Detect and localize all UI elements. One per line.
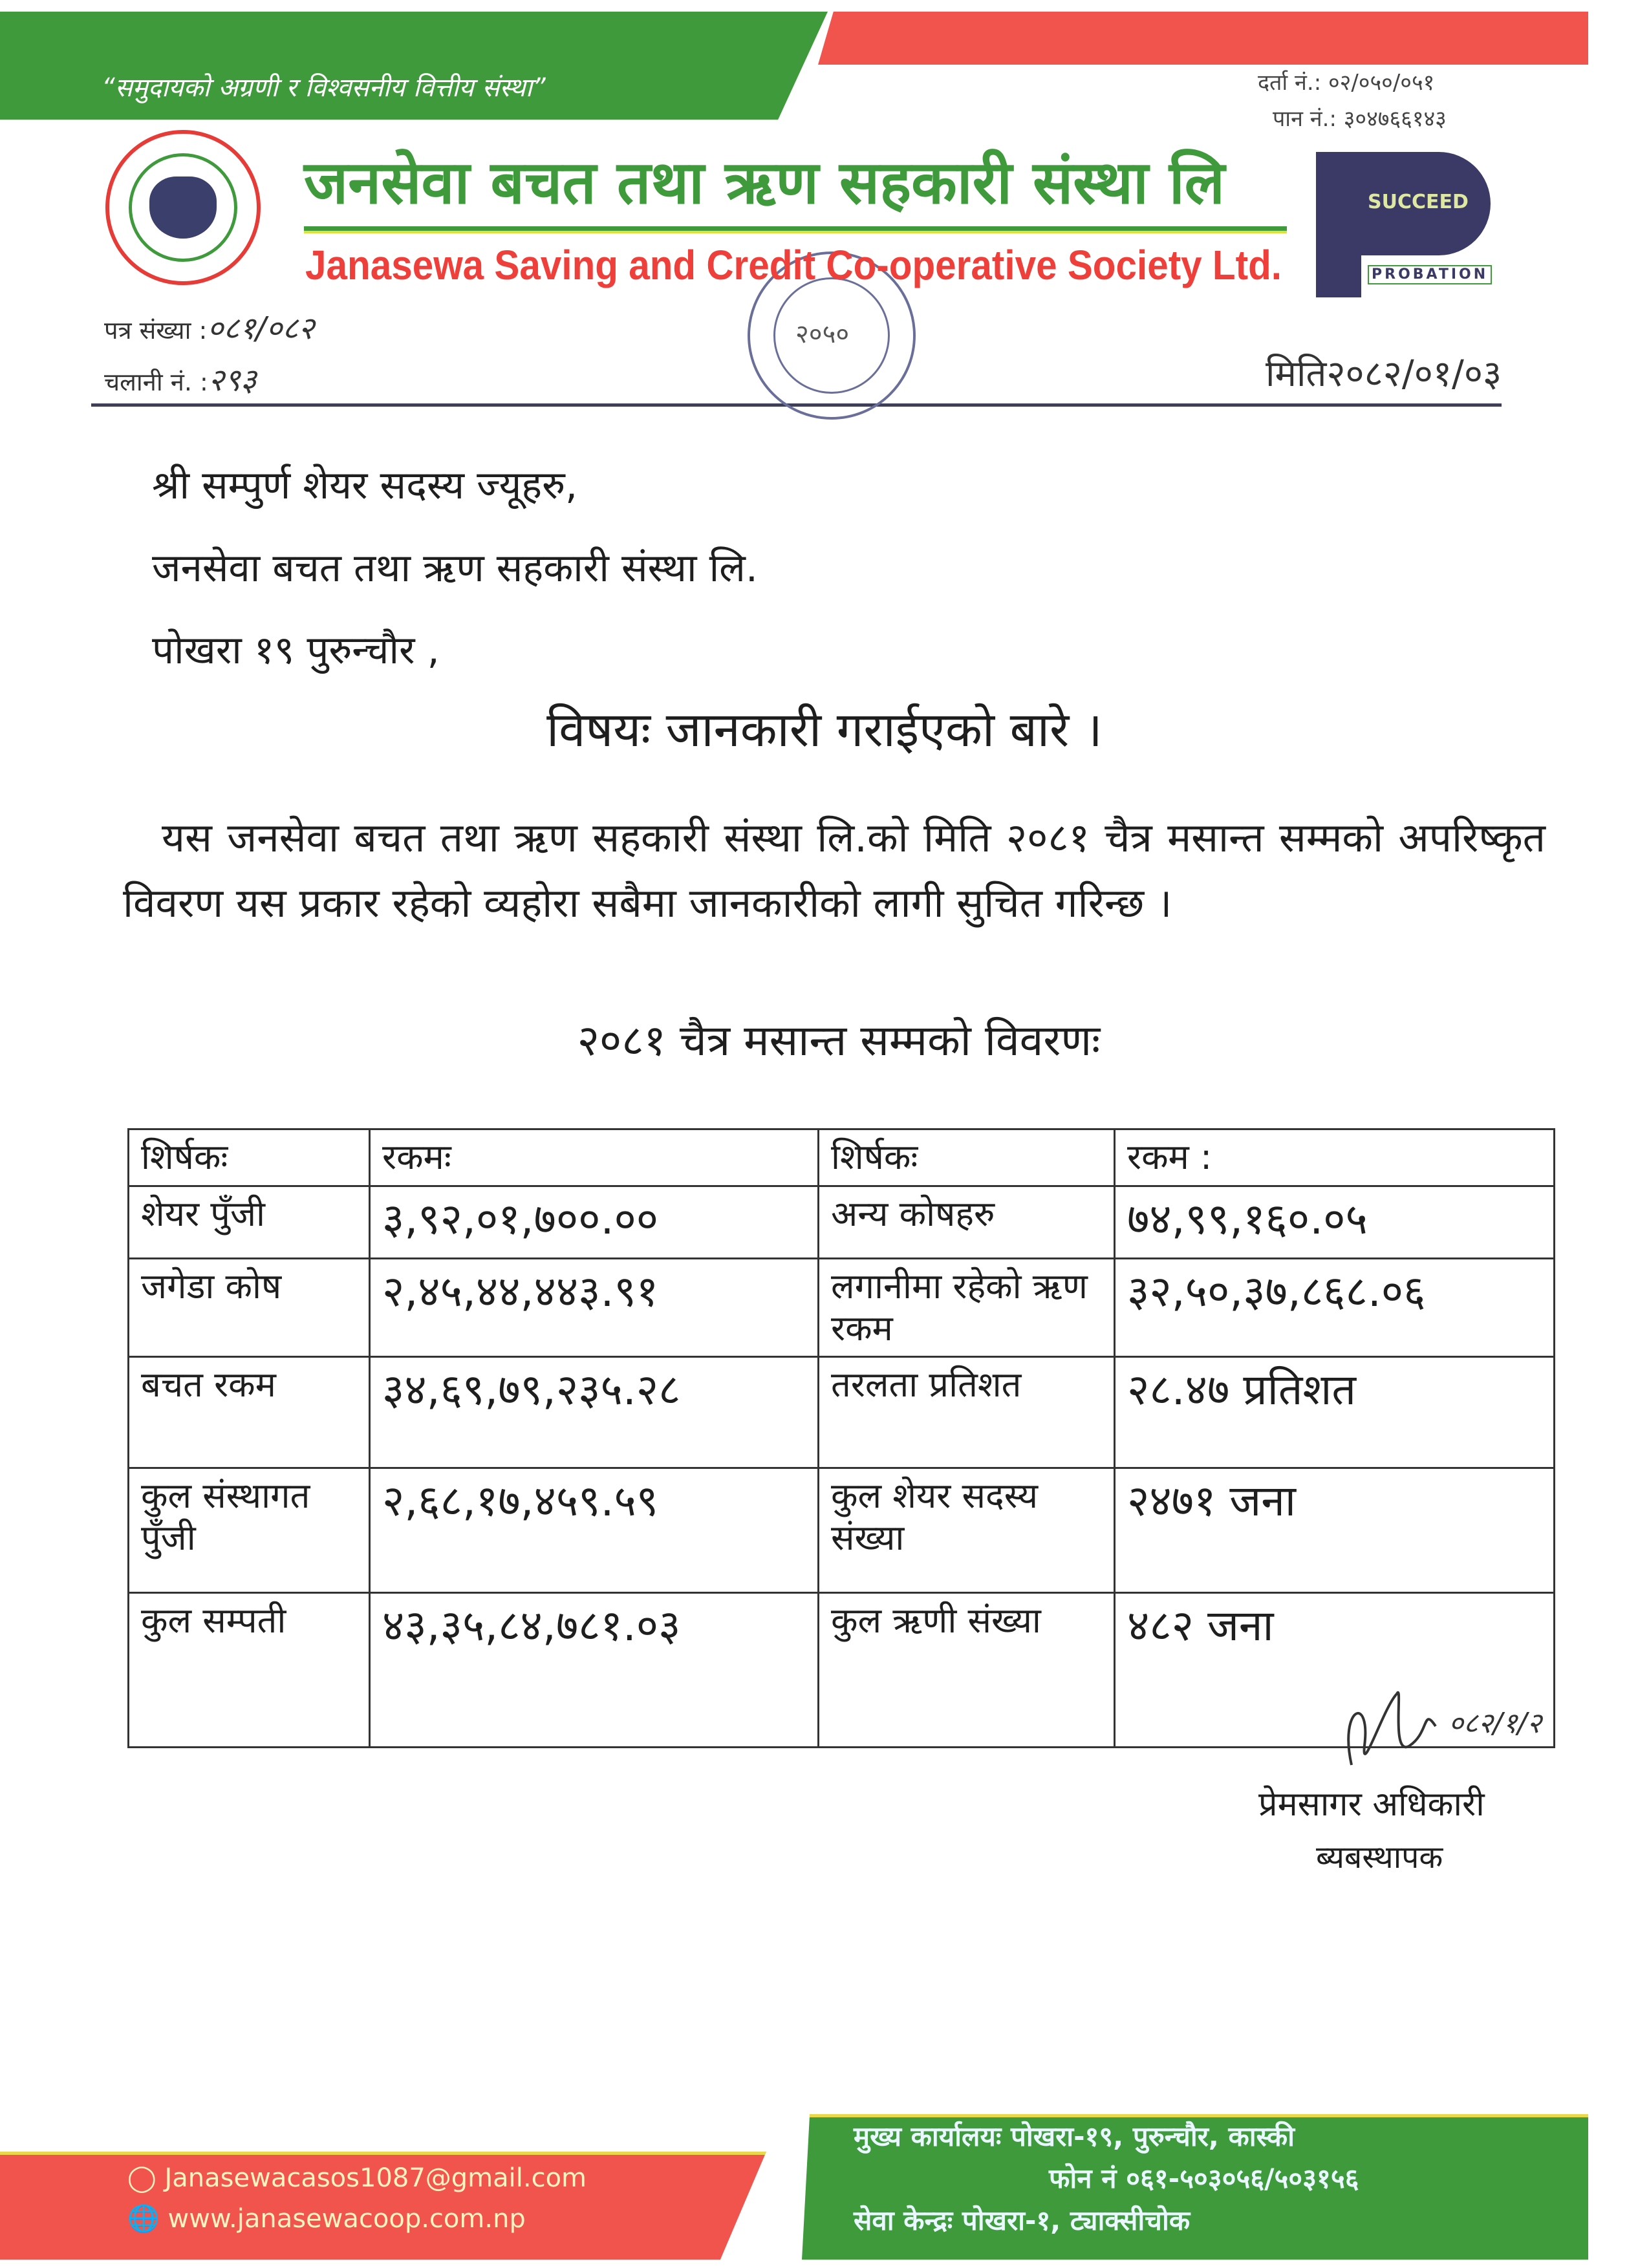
amount-cell: ३२,५०,३७,८६८.०६	[1115, 1258, 1555, 1357]
phone-numbers: फोन नं ०६१-५०३०५६/५०३१५६	[1049, 2163, 1359, 2194]
amount-cell: ४८२ जना	[1115, 1593, 1555, 1748]
org-name-english: Janasewa Saving and Credit Co-operative Society Ltd.	[305, 242, 1282, 288]
dispatch-number	[104, 362, 257, 400]
amount-cell: २८.४७ प्रतिशत	[1115, 1357, 1555, 1468]
header-red-band	[818, 12, 1588, 65]
badge-succeed: SUCCEED	[1368, 191, 1469, 213]
slogan: “समुदायको अग्रणी र विश्वसनीय वित्तीय संस्था”	[102, 73, 546, 103]
email-icon: ◯	[127, 2163, 165, 2193]
signatory-designation: ब्यबस्थापक	[1316, 1839, 1443, 1876]
letter-date: मिति२०८२/०१/०३	[1266, 353, 1502, 395]
header-cell: शिर्षकः	[819, 1129, 1115, 1186]
address-line: पोखरा १९ पुरुन्चौर ,	[152, 628, 440, 673]
badge-probation: PROBATION	[1368, 265, 1492, 284]
hands-icon	[149, 177, 217, 239]
signatory-name: प्रेमसागर अधिकारी	[1258, 1785, 1485, 1824]
website-text[interactable]: www.janasewacoop.com.np	[167, 2204, 526, 2234]
dispatch-number-label: चलानी नं. :	[104, 368, 208, 396]
email-text[interactable]: Janasewacasos1087@gmail.com	[164, 2163, 587, 2193]
signature-date: ०८२/१/२	[1449, 1707, 1542, 1740]
amount-cell: २४७१ जना	[1115, 1468, 1555, 1593]
table-row	[129, 1258, 1555, 1357]
label-cell: अन्य कोषहरु	[819, 1186, 1115, 1258]
header-cell: रकम :	[1115, 1129, 1555, 1186]
org-name-english-wrap	[305, 241, 1375, 290]
table-title: २०८१ चैत्र मसान्त सम्मको विवरणः	[577, 1016, 1101, 1065]
dispatch-number-value: २९३	[208, 362, 257, 398]
service-center-address: सेवा केन्द्रः पोखरा-१, ट्याक्सीचोक	[854, 2205, 1191, 2236]
label-cell: लगानीमा रहेको ऋण रकम	[819, 1258, 1115, 1357]
footer-email[interactable]	[127, 2163, 587, 2194]
financial-summary-table	[127, 1128, 1555, 1748]
label-cell: शेयर पुँजी	[129, 1186, 370, 1258]
title-divider	[304, 226, 1287, 233]
header-cell: शिर्षकः	[129, 1129, 370, 1186]
label-cell: कुल ऋणी संख्या	[819, 1593, 1115, 1748]
address-line: श्री सम्पुर्ण शेयर सदस्य ज्यूहरु,	[152, 463, 578, 508]
label-cell: कुल संस्थागत पुँजी	[129, 1468, 370, 1593]
globe-icon: 🌐	[127, 2204, 168, 2234]
signature	[1326, 1668, 1571, 1778]
amount-cell: २,४५,४४,४४३.९१	[370, 1258, 819, 1357]
registration-number: दर्ता नं.: ०२/०५०/०५१	[1258, 70, 1435, 96]
letter-number	[104, 310, 314, 348]
table-row	[129, 1357, 1555, 1468]
address-line: जनसेवा बचत तथा ऋण सहकारी संस्था लि.	[152, 546, 758, 591]
org-name-nepali-wrap	[304, 147, 1225, 219]
letter-number-value: ०८१/०८२	[207, 310, 315, 347]
amount-cell: २,६८,१७,४५९.५९	[370, 1468, 819, 1593]
footer-website[interactable]	[127, 2203, 526, 2234]
label-cell: जगेडा कोष	[129, 1258, 370, 1357]
stamp-year: २०५०	[795, 319, 850, 349]
label-cell: बचत रकम	[129, 1357, 370, 1468]
amount-cell: ७४,९९,१६०.०५	[1115, 1186, 1555, 1258]
table-row	[129, 1468, 1555, 1593]
pan-number: पान नं.: ३०४७६६१४३	[1273, 106, 1447, 132]
label-cell: कुल सम्पती	[129, 1593, 370, 1748]
amount-cell: ४३,३५,८४,७८१.०३	[370, 1593, 819, 1748]
label-cell: कुल शेयर सदस्य संख्या	[819, 1468, 1115, 1593]
label-cell: तरलता प्रतिशत	[819, 1357, 1115, 1468]
organization-logo	[105, 130, 261, 285]
org-name-nepali: जनसेवा बचत तथा ऋण सहकारी संस्था लि	[304, 148, 1225, 217]
table-row	[129, 1186, 1555, 1258]
head-office-address: मुख्य कार्यालयः पोखरा-१९, पुरुन्चौर, कास्की	[854, 2121, 1295, 2152]
amount-cell: ३,९२,०१,७००.००	[370, 1186, 819, 1258]
subject-line: विषयः जानकारी गराईएको बारे ।	[546, 702, 1103, 758]
body-paragraph: यस जनसेवा बचत तथा ऋण सहकारी संस्था लि.को मिति २०८१ चैत्र मसान्त सम्मको अपरिष्कृत विवरण यस प्रकार रहेको व्यहोरा सबैमा जानकारीको लागी सुचित गरिन्छ ।	[123, 814, 1546, 926]
header-cell: रकमः	[370, 1129, 819, 1186]
letter-number-label: पत्र संख्या :	[104, 316, 208, 345]
table-header-row	[129, 1129, 1555, 1186]
amount-cell: ३४,६९,७९,२३५.२८	[370, 1357, 819, 1468]
